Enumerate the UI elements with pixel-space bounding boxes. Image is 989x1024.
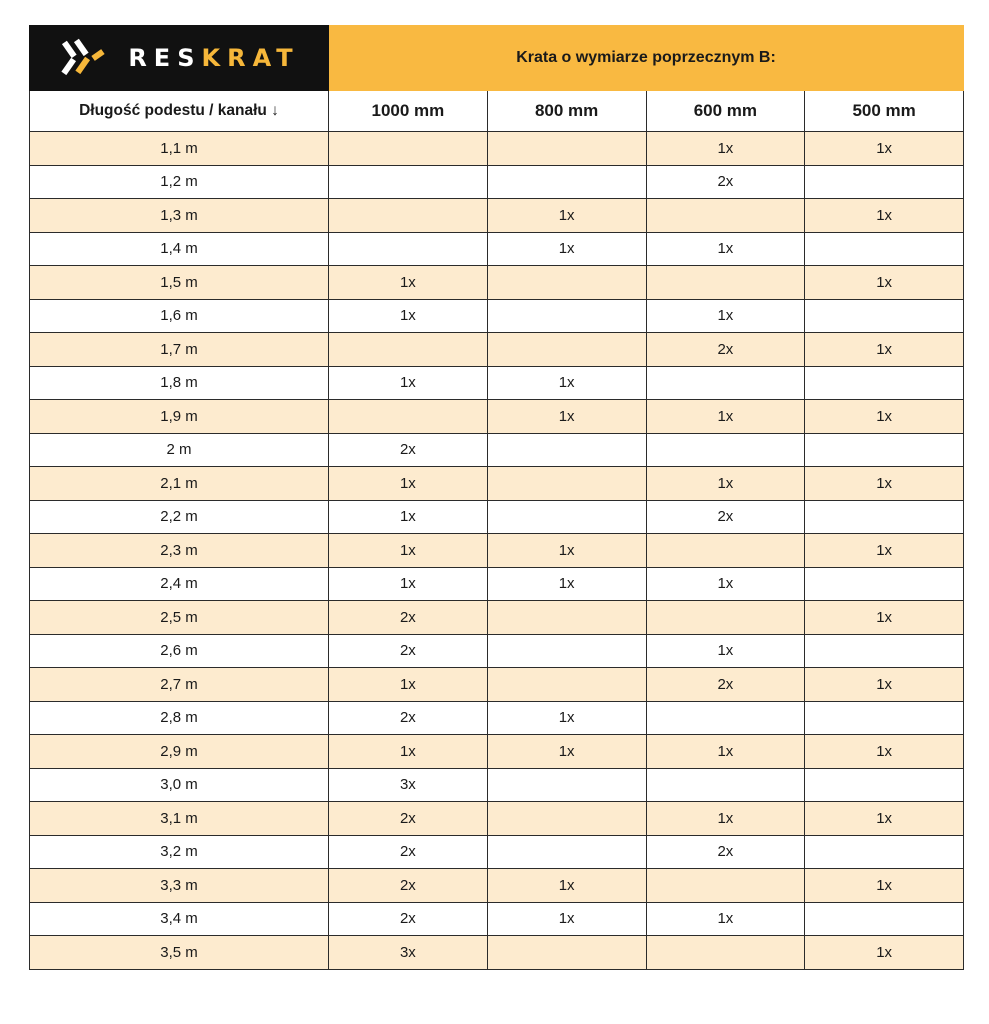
qty-500-cell: 1x [805, 333, 964, 367]
qty-500-cell [805, 299, 964, 333]
qty-800-cell [487, 802, 646, 836]
qty-600-cell: 1x [646, 467, 805, 501]
table-row [30, 366, 964, 400]
table-row [30, 232, 964, 266]
qty-1000-cell [329, 400, 488, 434]
table-row [30, 500, 964, 534]
qty-1000-cell: 2x [329, 701, 488, 735]
column-header-length: Długość podestu / kanału ↓ [30, 91, 329, 132]
title-row [30, 26, 964, 91]
length-cell: 1,1 m [30, 132, 329, 166]
qty-500-cell [805, 902, 964, 936]
table-row [30, 869, 964, 903]
qty-500-cell [805, 165, 964, 199]
table-row [30, 299, 964, 333]
qty-500-cell [805, 500, 964, 534]
table-row [30, 534, 964, 568]
qty-800-cell [487, 668, 646, 702]
table-row [30, 467, 964, 501]
qty-500-cell [805, 835, 964, 869]
length-cell: 2,1 m [30, 467, 329, 501]
qty-600-cell [646, 534, 805, 568]
qty-1000-cell [329, 165, 488, 199]
qty-800-cell: 1x [487, 400, 646, 434]
table-row [30, 735, 964, 769]
table-row [30, 333, 964, 367]
table-body [30, 132, 964, 970]
logo-text-res: RES [128, 44, 202, 72]
qty-600-cell: 1x [646, 735, 805, 769]
qty-600-cell: 1x [646, 634, 805, 668]
qty-800-cell [487, 165, 646, 199]
qty-600-cell: 2x [646, 333, 805, 367]
length-cell: 1,4 m [30, 232, 329, 266]
column-header-800: 800 mm [487, 91, 646, 132]
table-row [30, 701, 964, 735]
qty-500-cell [805, 768, 964, 802]
qty-600-cell: 2x [646, 165, 805, 199]
qty-600-cell [646, 701, 805, 735]
header-row [30, 91, 964, 132]
table-row [30, 835, 964, 869]
qty-800-cell [487, 333, 646, 367]
qty-600-cell: 2x [646, 500, 805, 534]
qty-500-cell [805, 567, 964, 601]
length-cell: 2,8 m [30, 701, 329, 735]
table-row [30, 668, 964, 702]
length-cell: 2 m [30, 433, 329, 467]
qty-1000-cell: 2x [329, 601, 488, 635]
length-cell: 1,9 m [30, 400, 329, 434]
qty-500-cell: 1x [805, 869, 964, 903]
table-row [30, 567, 964, 601]
qty-600-cell [646, 266, 805, 300]
qty-1000-cell: 2x [329, 802, 488, 836]
length-cell: 3,3 m [30, 869, 329, 903]
length-cell: 1,8 m [30, 366, 329, 400]
qty-600-cell: 1x [646, 232, 805, 266]
length-cell: 3,4 m [30, 902, 329, 936]
qty-500-cell [805, 634, 964, 668]
qty-600-cell [646, 869, 805, 903]
qty-500-cell: 1x [805, 668, 964, 702]
length-cell: 1,7 m [30, 333, 329, 367]
table-row [30, 433, 964, 467]
qty-500-cell: 1x [805, 132, 964, 166]
qty-600-cell: 1x [646, 802, 805, 836]
length-cell: 3,0 m [30, 768, 329, 802]
qty-1000-cell: 2x [329, 869, 488, 903]
qty-600-cell: 2x [646, 835, 805, 869]
qty-1000-cell: 1x [329, 366, 488, 400]
qty-500-cell [805, 232, 964, 266]
length-cell: 2,2 m [30, 500, 329, 534]
qty-600-cell: 1x [646, 132, 805, 166]
length-cell: 2,5 m [30, 601, 329, 635]
qty-600-cell [646, 366, 805, 400]
qty-1000-cell: 1x [329, 467, 488, 501]
qty-800-cell [487, 433, 646, 467]
qty-500-cell: 1x [805, 467, 964, 501]
qty-800-cell [487, 835, 646, 869]
qty-800-cell [487, 601, 646, 635]
column-header-500: 500 mm [805, 91, 964, 132]
qty-800-cell [487, 266, 646, 300]
qty-1000-cell [329, 333, 488, 367]
qty-600-cell [646, 601, 805, 635]
grating-table-sheet [29, 25, 963, 970]
qty-600-cell [646, 433, 805, 467]
qty-800-cell [487, 634, 646, 668]
length-cell: 3,5 m [30, 936, 329, 970]
length-cell: 3,2 m [30, 835, 329, 869]
logo [30, 26, 329, 91]
qty-1000-cell: 3x [329, 936, 488, 970]
qty-600-cell: 1x [646, 567, 805, 601]
table-row [30, 266, 964, 300]
qty-800-cell: 1x [487, 534, 646, 568]
qty-600-cell [646, 768, 805, 802]
qty-600-cell [646, 199, 805, 233]
qty-500-cell [805, 701, 964, 735]
qty-800-cell [487, 132, 646, 166]
qty-500-cell: 1x [805, 199, 964, 233]
qty-1000-cell: 1x [329, 534, 488, 568]
column-header-1000: 1000 mm [329, 91, 488, 132]
qty-800-cell [487, 500, 646, 534]
table-row [30, 400, 964, 434]
qty-800-cell: 1x [487, 199, 646, 233]
qty-1000-cell: 3x [329, 768, 488, 802]
qty-500-cell: 1x [805, 735, 964, 769]
qty-800-cell: 1x [487, 701, 646, 735]
length-cell: 2,9 m [30, 735, 329, 769]
table-row [30, 634, 964, 668]
qty-1000-cell [329, 132, 488, 166]
qty-600-cell: 1x [646, 400, 805, 434]
column-header-600: 600 mm [646, 91, 805, 132]
reskrat-logo-icon [58, 38, 114, 78]
length-cell: 1,3 m [30, 199, 329, 233]
qty-800-cell: 1x [487, 869, 646, 903]
qty-1000-cell [329, 232, 488, 266]
qty-1000-cell [329, 199, 488, 233]
qty-1000-cell: 2x [329, 433, 488, 467]
banner-title: Krata o wymiarze poprzecznym B: [329, 26, 964, 91]
qty-800-cell: 1x [487, 567, 646, 601]
length-cell: 2,3 m [30, 534, 329, 568]
qty-1000-cell: 1x [329, 668, 488, 702]
qty-1000-cell: 2x [329, 634, 488, 668]
table-row [30, 902, 964, 936]
qty-500-cell: 1x [805, 266, 964, 300]
length-cell: 2,7 m [30, 668, 329, 702]
length-cell: 1,6 m [30, 299, 329, 333]
qty-600-cell: 1x [646, 299, 805, 333]
qty-1000-cell: 1x [329, 500, 488, 534]
qty-600-cell: 1x [646, 902, 805, 936]
qty-800-cell [487, 299, 646, 333]
table-row [30, 199, 964, 233]
qty-1000-cell: 1x [329, 299, 488, 333]
table-row [30, 936, 964, 970]
qty-500-cell: 1x [805, 802, 964, 836]
qty-1000-cell: 1x [329, 567, 488, 601]
qty-800-cell [487, 467, 646, 501]
qty-500-cell: 1x [805, 400, 964, 434]
length-cell: 3,1 m [30, 802, 329, 836]
table-row [30, 601, 964, 635]
qty-800-cell: 1x [487, 735, 646, 769]
length-cell: 2,4 m [30, 567, 329, 601]
logo-text-krat: KRAT [201, 44, 300, 72]
table-row [30, 768, 964, 802]
table-row [30, 165, 964, 199]
qty-800-cell [487, 936, 646, 970]
qty-500-cell [805, 433, 964, 467]
qty-1000-cell: 1x [329, 266, 488, 300]
length-cell: 1,2 m [30, 165, 329, 199]
qty-800-cell: 1x [487, 902, 646, 936]
qty-500-cell: 1x [805, 534, 964, 568]
qty-1000-cell: 1x [329, 735, 488, 769]
table-row [30, 132, 964, 166]
qty-600-cell: 2x [646, 668, 805, 702]
qty-500-cell: 1x [805, 601, 964, 635]
qty-1000-cell: 2x [329, 902, 488, 936]
qty-800-cell: 1x [487, 232, 646, 266]
grating-table [29, 25, 964, 970]
length-cell: 2,6 m [30, 634, 329, 668]
qty-500-cell [805, 366, 964, 400]
length-cell: 1,5 m [30, 266, 329, 300]
table-row [30, 802, 964, 836]
qty-600-cell [646, 936, 805, 970]
qty-1000-cell: 2x [329, 835, 488, 869]
qty-800-cell [487, 768, 646, 802]
qty-500-cell: 1x [805, 936, 964, 970]
qty-800-cell: 1x [487, 366, 646, 400]
